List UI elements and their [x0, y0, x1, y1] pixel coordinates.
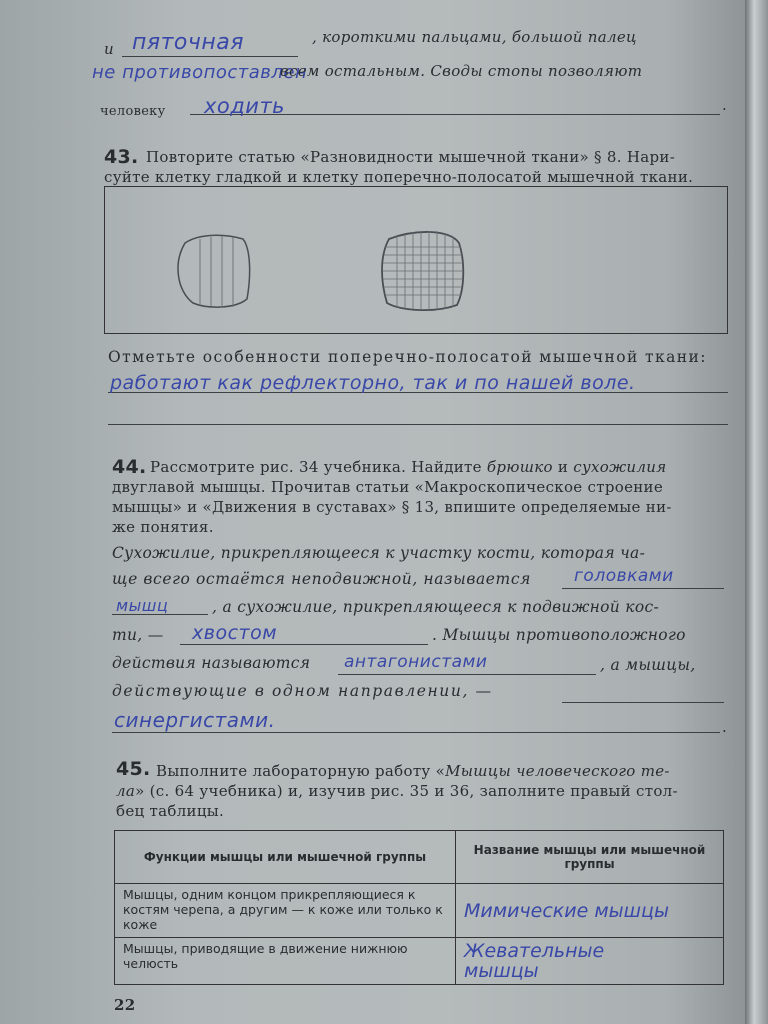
table-cell-answer — [456, 884, 724, 938]
muscle-function-table — [114, 830, 724, 985]
table-header-row — [115, 831, 724, 884]
task-44-p8: действующие в одном направлении, — — [112, 682, 493, 700]
table-row — [115, 884, 724, 938]
hw-heads: головками — [574, 566, 674, 586]
answer-line — [108, 424, 728, 425]
answer-line — [338, 674, 596, 675]
hw-chewing-muscles: Жевательные мышцы — [464, 940, 605, 982]
table-header-function: Функции мышцы или мышечной группы — [115, 831, 456, 884]
page-number: 22 — [114, 996, 136, 1014]
table-header-name: Название мышцы или мышечной группы — [456, 831, 724, 884]
answer-line — [562, 702, 724, 703]
answer-line — [122, 56, 298, 57]
hw-muscles: мышц — [116, 596, 169, 615]
task-44-p4: ти, — — [112, 626, 164, 644]
cell-drawings — [105, 187, 727, 333]
task-44-p1: Сухожилие, прикрепляющееся к участку кости, которая ча- — [112, 544, 646, 562]
hw-heel: пяточная — [132, 30, 244, 55]
task-44-p3: , а сухожилие, прикрепляющееся к подвижной кос- — [212, 598, 659, 616]
task-45-number: 45. — [116, 758, 151, 780]
task-44-p6: действия называются — [112, 654, 311, 672]
hw-walk: ходить — [204, 94, 286, 118]
hw-not-opposed: не противопоставлен — [92, 62, 308, 83]
task-44-number: 44. — [112, 456, 147, 478]
top-line1-text: , короткими пальцами, большой палец — [312, 28, 637, 46]
top-line3-text: человеку — [100, 104, 166, 119]
task-44-text2: двуглавой мышцы. Прочитав статьи «Макроскопическое строение — [112, 478, 664, 496]
table-row — [115, 938, 724, 985]
smooth-muscle-cell-drawing — [178, 235, 250, 307]
hw-synergists: синергистами. — [114, 708, 276, 732]
task-44-p7: , а мышцы, — [600, 656, 696, 674]
answer-line — [112, 732, 720, 733]
task-43-text1: Повторите статью «Разновидности мышечной ткани» § 8. Нари- — [146, 148, 676, 166]
book-edge — [745, 0, 768, 1024]
striated-muscle-cell-drawing — [382, 231, 463, 310]
task-45-text2: ла» (с. 64 учебника) и, изучив рис. 35 и 36, заполните правый стол- — [116, 782, 678, 800]
table-cell-answer — [456, 938, 724, 985]
period: . — [722, 96, 728, 114]
answer-line — [180, 644, 428, 645]
task-44-p5: . Мышцы противоположного — [432, 626, 686, 644]
answer-line — [562, 588, 724, 589]
task-43-text2: суйте клетку гладкой и клетку поперечно-полосатой мышечной ткани. — [104, 168, 694, 186]
hw-striated-features: работают как рефлекторно, так и по нашей воле. — [110, 372, 636, 394]
task-45-text3: бец таблицы. — [116, 802, 225, 820]
top-line2-text: всем остальным. Своды стопы позволяют — [280, 62, 643, 80]
task-44-text3: мышцы» и «Движения в суставах» § 13, впишите определяемые ни- — [112, 498, 672, 516]
task-44-text4: же понятия. — [112, 518, 214, 536]
table-cell-function: Мышцы, приводящие в движение нижнюю челюсть — [115, 938, 456, 985]
task-44-text1: Рассмотрите рис. 34 учебника. Найдите брюшко и сухожилия — [150, 458, 667, 476]
task-44-p2: ще всего остаётся неподвижной, называется — [112, 570, 532, 588]
task-43-number: 43. — [104, 146, 139, 168]
hw-antagonists: антагонистами — [344, 652, 488, 672]
hw-tail: хвостом — [192, 622, 278, 644]
table-cell-function: Мышцы, одним концом прикрепляющиеся к костям черепа, а другим — к коже или только к коже — [115, 884, 456, 938]
period: . — [722, 718, 728, 736]
task-43-note: Отметьте особенности поперечно-полосатой мышечной ткани: — [108, 348, 707, 366]
drawing-box — [104, 186, 728, 334]
top-line1-prefix: и — [104, 40, 114, 58]
hw-mimic-muscles: Мимические мышцы — [464, 899, 669, 922]
task-45-text1: Выполните лабораторную работу «Мышцы человеческого те- — [156, 762, 670, 780]
